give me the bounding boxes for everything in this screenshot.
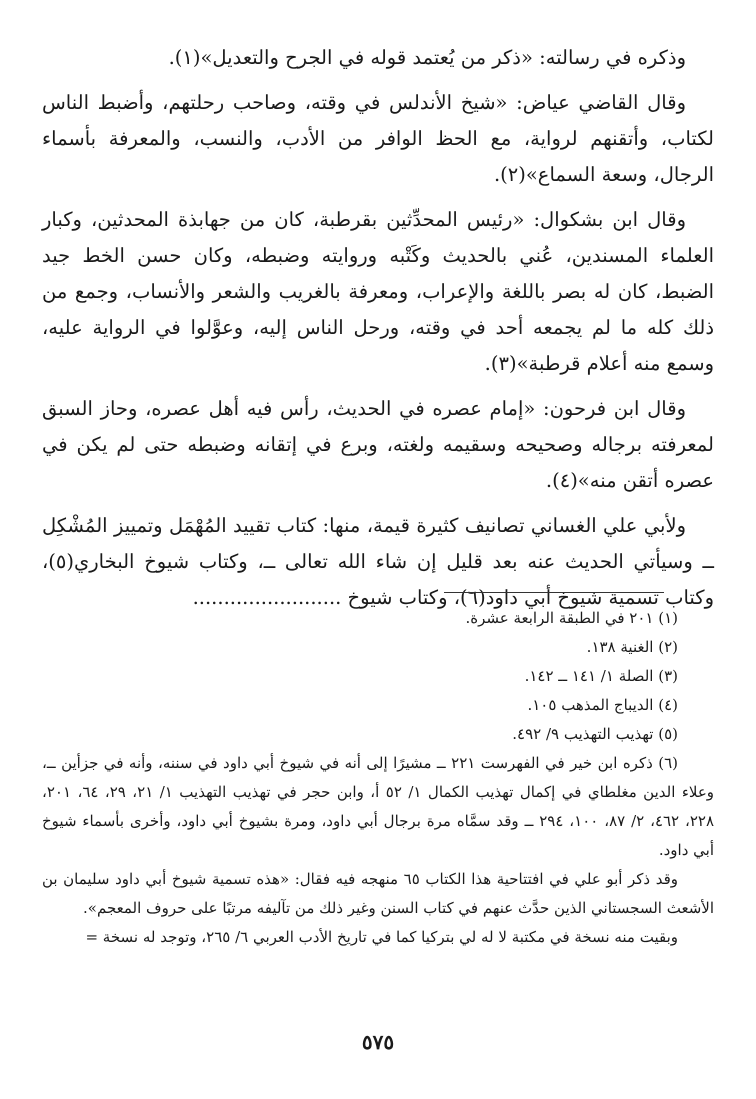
- footnote-3: (٣) الصلة ١/ ١٤١ ــ ١٤٢.: [524, 667, 678, 685]
- footnote-6: (٦) ذكره ابن خير في الفهرست ٢٢١ ــ مشيرًا إلى أنه في شيوخ أبي داود في سننه، وأنه في جزأين ــ، وعلاء الدين مغلطاي في إكمال تهذيب الكمال ١/ ٥٢ أ، وابن حجر في تهذيب التهذيب ١/ ٢١، ٢٩، ٦٤، ٢٠١، ٢٢٨، ٤٦٢، ٢/ ٨٧، ١٠٠، ٢٩٤ ــ وقد سمَّاه مرة برجال أبي داود، ومرة بشيوخ أبي داود، وأخرى بأسماء شيوخ أبي داود.: [42, 754, 715, 859]
- footnote-separator: [444, 592, 664, 593]
- footnotes: [42, 604, 714, 952]
- paragraph-ibn-farhun: وقال ابن فرحون: «إمام عصره في الحديث، رأس فيه أهل عصره، وحاز السبق لمعرفته برجاله وصحيحه وسقيمه ولغته، وبرع في إتقانه وضبطه حتى لم يكن في عصره أتقن منه»(٤).: [42, 397, 714, 492]
- page-number: ٥٧٥: [361, 1030, 395, 1054]
- main-text: [42, 40, 714, 625]
- footnote-1: (١) ٢٠١ في الطبقة الرابعة عشرة.: [465, 609, 678, 627]
- paragraph-qadi-iyad: وقال القاضي عياض: «شيخ الأندلس في وقته، وصاحب رحلتهم، وأضبط الناس لكتاب، وأتقنهم لرواية، مع الحظ الوافر من الأدب، والنسب، والمعرفة بأسماء الرجال، وسعة السماع»(٢).: [42, 91, 714, 186]
- footnote-6-continued: وقد ذكر أبو علي في افتتاحية هذا الكتاب ٦٥ منهجه فيه فقال: «هذه تسمية شيوخ أبي داود سليمان بن الأشعث السجستاني الذين حدَّث عنهم في كتاب السنن وغير ذلك من تآليفه مرتبًا على حروف المعجم».: [42, 870, 714, 917]
- footnote-4: (٤) الديباج المذهب ١٠٥.: [527, 696, 678, 714]
- footnote-2: (٢) الغنية ١٣٨.: [586, 638, 678, 656]
- footnote-6-manuscript: وبقيت منه نسخة في مكتبة لا له لي بتركيا كما في تاريخ الأدب العربي ٦/ ٢٦٥، وتوجد له نسخة =: [85, 928, 678, 946]
- paragraph-ibn-bashkuwal: وقال ابن بشكوال: «رئيس المحدِّثين بقرطبة، كان من جهابذة المحدثين، وكبار العلماء المسندين، عُني بالحديث وكَتْبه وروايته وضبطه، وكان حسن الخط جيد الضبط، كان له بصر باللغة والإعراب، ومعرفة بالغريب والشعر والأنساب، وجمع من ذلك كله ما لم يجمعه أحد في وقته، ورحل الناس إليه، وعوَّلوا في الرواية عليه، وسمع منه أعلام قرطبة»(٣).: [42, 208, 714, 375]
- paragraph-risala: وذكره في رسالته: «ذكر من يُعتمد قوله في الجرح والتعديل»(١).: [168, 46, 686, 69]
- footnote-5: (٥) تهذيب التهذيب ٩/ ٤٩٢.: [512, 725, 678, 743]
- paragraph-works: ولأبي علي الغساني تصانيف كثيرة قيمة، منها: كتاب تقييد المُهْمَل وتمييز المُشْكِل ــ وسيأتي الحديث عنه بعد قليل إن شاء الله تعالى ــ، وكتاب شيوخ البخاري(٥)، وكتاب تسمية شيوخ أبي داود(٦)، وكتاب شيوخ ........................: [42, 514, 714, 609]
